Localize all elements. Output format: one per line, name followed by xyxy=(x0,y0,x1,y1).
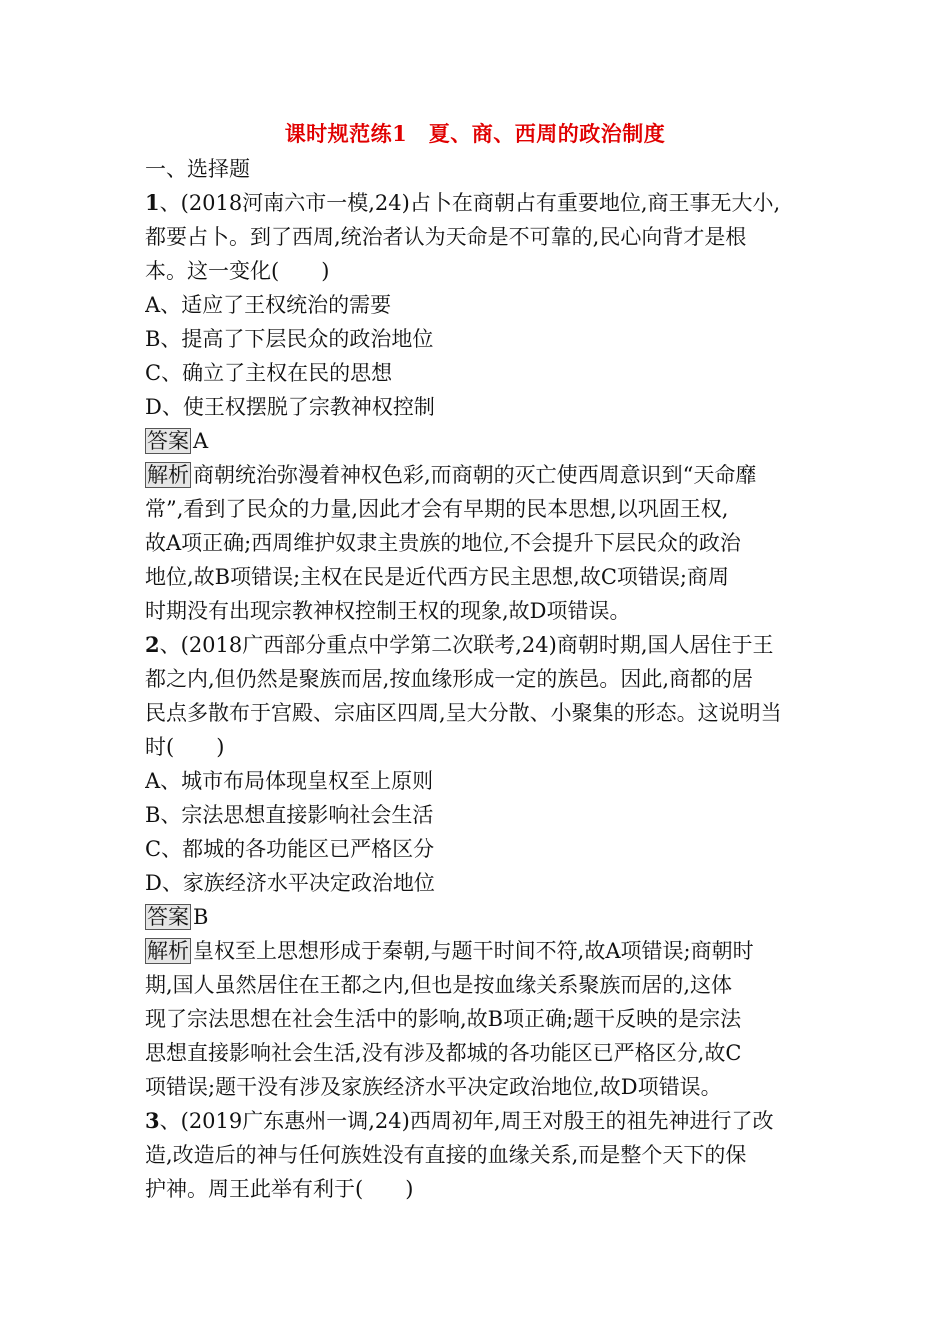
question-2-option-d: D、家族经济水平决定政治地位 xyxy=(145,871,435,895)
section-heading: 一、选择题 xyxy=(145,157,250,181)
answer-value: A xyxy=(193,429,209,453)
question-number: 3 xyxy=(145,1108,160,1133)
question-1-option-c: C、确立了主权在民的思想 xyxy=(145,361,393,385)
question-2-option-c: C、都城的各功能区已严格区分 xyxy=(145,837,435,861)
question-1-answer xyxy=(145,424,817,458)
question-2-option-b: B、宗法思想直接影响社会生活 xyxy=(145,803,434,827)
question-2-answer xyxy=(145,900,817,934)
question-2-option-a: A、城市布局体现皇权至上原则 xyxy=(145,769,434,793)
question-2-stem-line: 2、(2018广西部分重点中学第二次联考,24)商朝时期,国人居住于王 xyxy=(145,632,774,657)
answer-tag: 答案 xyxy=(147,905,189,929)
analysis-tag: 解析 xyxy=(147,463,189,487)
page-title: 课时规范练1 夏、商、西周的政治制度 xyxy=(284,121,666,146)
question-1-analysis-line: 常”,看到了民众的力量,因此才会有早期的民本思想,以巩固王权, xyxy=(145,497,729,521)
answer-tag: 答案 xyxy=(147,429,189,453)
answer-value: B xyxy=(193,905,209,929)
question-1-analysis-line: 地位,故B项错误;主权在民是近代西方民主思想,故C项错误;商周 xyxy=(145,565,729,589)
question-3-stem-line: 护神。周王此举有利于( ) xyxy=(145,1177,414,1201)
question-number: 1 xyxy=(145,190,160,215)
question-2-analysis-line: 思想直接影响社会生活,没有涉及都城的各功能区已严格区分,故C xyxy=(145,1041,742,1065)
question-1-analysis-line: 解析 商朝统治弥漫着神权色彩,而商朝的灭亡使西周意识到“天命靡 xyxy=(147,463,757,487)
question-2-analysis-line: 解析 皇权至上思想形成于秦朝,与题干时间不符,故A项错误;商朝时 xyxy=(147,939,754,963)
question-1-option-b: B、提高了下层民众的政治地位 xyxy=(145,327,434,351)
document-body xyxy=(145,152,817,1206)
question-1-stem-line: 1、(2018河南六市一模,24)占卜在商朝占有重要地位,商王事无大小, xyxy=(145,190,781,215)
question-1-option-d: D、使王权摆脱了宗教神权控制 xyxy=(145,395,435,419)
question-2-stem-line: 民点多散布于宫殿、宗庙区四周,呈大分散、小聚集的形态。这说明当 xyxy=(145,701,782,725)
question-1-analysis-line: 故A项正确;西周维护奴隶主贵族的地位,不会提升下层民众的政治 xyxy=(145,531,741,555)
question-3-stem-line: 造,改造后的神与任何族姓没有直接的血缘关系,而是整个天下的保 xyxy=(145,1143,747,1167)
question-number: 2 xyxy=(145,632,160,657)
question-1-option-a: A、适应了王权统治的需要 xyxy=(145,293,392,317)
analysis-tag: 解析 xyxy=(147,939,189,963)
question-2-analysis-line: 项错误;题干没有涉及家族经济水平决定政治地位,故D项错误。 xyxy=(145,1075,722,1099)
question-2-stem-line: 时( ) xyxy=(145,735,225,759)
question-1-stem-line: 都要占卜。到了西周,统治者认为天命是不可靠的,民心向背才是根 xyxy=(145,225,747,249)
question-2-analysis-line: 期,国人虽然居住在王都之内,但也是按血缘关系聚族而居的,这体 xyxy=(145,973,733,997)
question-2-stem-line: 都之内,但仍然是聚族而居,按血缘形成一定的族邑。因此,商都的居 xyxy=(145,667,754,691)
question-1-analysis-line: 时期没有出现宗教神权控制王权的现象,故D项错误。 xyxy=(145,599,631,623)
question-3-stem-line: 3、(2019广东惠州一调,24)西周初年,周王对殷王的祖先神进行了改 xyxy=(145,1108,774,1133)
question-1-stem-line: 本。这一变化( ) xyxy=(145,259,330,283)
question-2-analysis-line: 现了宗法思想在社会生活中的影响,故B项正确;题干反映的是宗法 xyxy=(145,1007,742,1031)
